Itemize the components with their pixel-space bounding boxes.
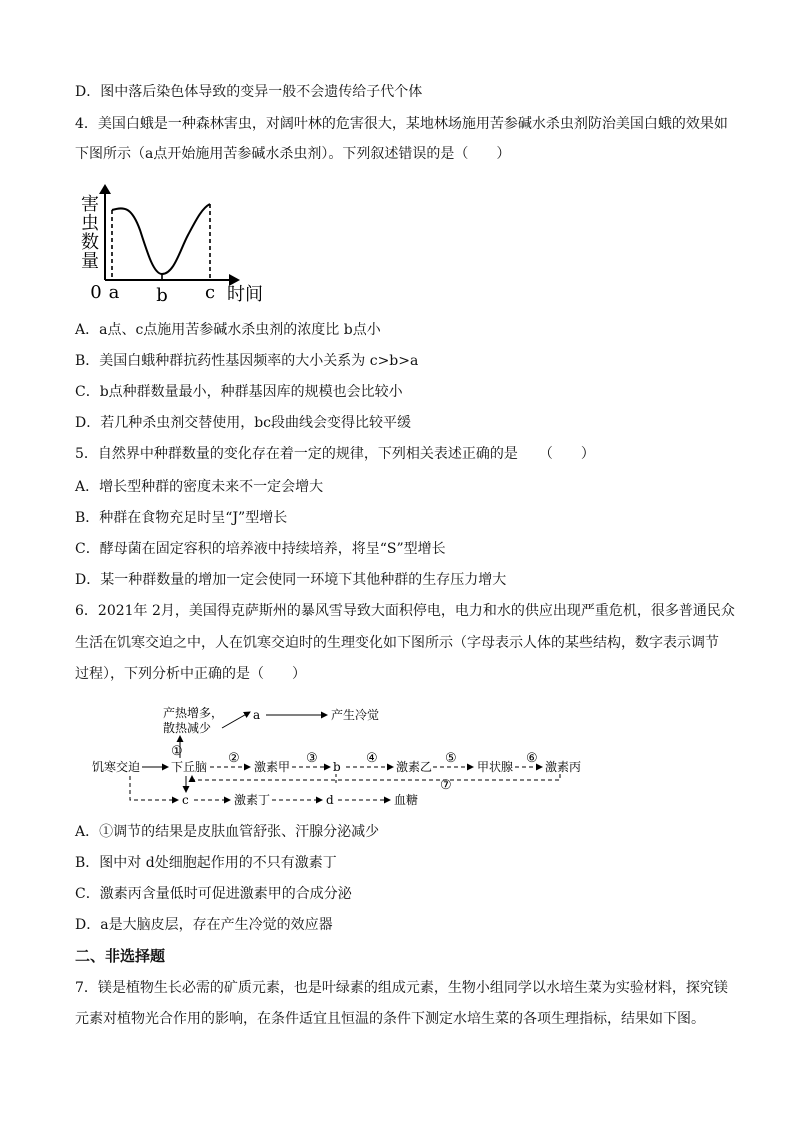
step-1: ① <box>171 744 183 759</box>
step-4: ④ <box>366 751 378 766</box>
feedback-hC-to-hypo <box>192 774 560 780</box>
q7-stem-1: 7．镁是植物生长必需的矿质元素，也是叶绿素的组成元素，生物小组同学以水培生菜为实验材料，探究镁 <box>75 980 728 996</box>
step-2: ② <box>228 751 240 766</box>
blood-glucose-label: 血糖 <box>394 793 419 807</box>
cold-sensation-label: 产生冷觉 <box>331 708 380 722</box>
node-hormone-c: 激素丙 <box>545 760 582 774</box>
q4-option-b: B．美国白蛾种群抗药性基因频率的大小关系为 c>b>a <box>75 353 419 369</box>
heat-label-2: 散热减少 <box>163 721 212 735</box>
node-d: d <box>326 793 334 807</box>
point-a-label: a <box>108 282 120 303</box>
q6-stem-3: 过程），下列分析中正确的是（ ） <box>75 666 306 682</box>
q4-option-a: A．a点、c点施用苦参碱水杀虫剂的浓度比 b点小 <box>75 322 381 338</box>
population-curve <box>112 204 210 274</box>
q7-stem-2: 元素对植物光合作用的影响，在条件适宜且恒温的条件下测定水培生菜的各项生理指标，结果如下图。 <box>75 1011 705 1027</box>
section-2-heading: 二、非选择题 <box>75 947 166 965</box>
regulation-diagram <box>90 700 630 810</box>
y-label-char-3: 数 <box>81 232 99 253</box>
q4-option-c: C．b点种群数量最小，种群基因库的规模也会比较小 <box>75 384 403 400</box>
q6-option-c: C．激素丙含量低时可促进激素甲的合成分泌 <box>75 886 352 902</box>
origin-label: 0 <box>90 282 102 303</box>
step-5: ⑤ <box>445 751 457 766</box>
q5-stem: 5．自然界中种群数量的变化存在着一定的规律，下列相关表述正确的是 （ ） <box>75 446 595 462</box>
node-b: b <box>333 760 341 774</box>
point-b-label: b <box>156 285 168 306</box>
node-hypothalamus: 下丘脑 <box>171 760 208 774</box>
point-c-label: c <box>204 282 216 303</box>
q3-option-d: D．图中落后染色体导致的变异一般不会遗传给子代个体 <box>75 84 423 100</box>
y-axis-arrow <box>99 184 111 194</box>
node-hormone-a: 激素甲 <box>254 760 291 774</box>
y-label-char-1: 害 <box>81 194 99 215</box>
step-3: ③ <box>306 751 318 766</box>
q6-stem-1: 6．2021年 2月，美国得克萨斯州的暴风雪导致大面积停电，电力和水的供应出现严重危机，很多普通民众 <box>75 603 735 619</box>
step-7: ⑦ <box>440 778 452 793</box>
node-c: c <box>182 793 189 807</box>
q5-option-c: C．酵母菌在固定容积的培养液中持续培养，将呈“S”型增长 <box>75 541 446 557</box>
heat-label-1: 产热增多， <box>163 706 224 720</box>
node-hormone-b: 激素乙 <box>396 760 433 774</box>
q6-option-b: B．图中对 d处细胞起作用的不只有激素丁 <box>75 855 337 871</box>
y-label-char-4: 量 <box>81 251 99 272</box>
node-thyroid: 甲状腺 <box>477 760 514 774</box>
q5-option-d: D．某一种群数量的增加一定会使同一环境下其他种群的生存压力增大 <box>75 572 507 588</box>
y-label-char-2: 虫 <box>81 213 99 234</box>
x-axis-label: 时间 <box>227 284 263 305</box>
step-6: ⑥ <box>526 751 538 766</box>
node-start: 饥寒交迫 <box>92 760 141 774</box>
arrow-heat-to-a <box>222 712 250 728</box>
q6-option-a: A．①调节的结果是皮肤血管舒张、汗腺分泌减少 <box>75 824 380 840</box>
q6-stem-2: 生活在饥寒交迫之中，人在饥寒交迫时的生理变化如下图所示（字母表示人体的某些结构，数字表示调节 <box>75 635 719 651</box>
q6-option-d: D．a是大脑皮层，存在产生冷觉的效应器 <box>75 917 333 933</box>
q4-stem-1: 4．美国白蛾是一种森林害虫，对阔叶林的危害很大，某地林场施用苦参碱水杀虫剂防治美国白蛾的效果如 <box>75 116 728 132</box>
q5-option-a: A．增长型种群的密度未来不一定会增大 <box>75 479 324 495</box>
node-a: a <box>253 708 261 722</box>
q4-option-d: D．若几种杀虫剂交替使用，bc段曲线会变得比较平缓 <box>75 415 412 431</box>
arrow-start-to-c <box>130 776 178 800</box>
q4-stem-2: 下图所示（a点开始施用苦参碱水杀虫剂）。下列叙述错误的是（ ） <box>75 146 511 162</box>
pest-population-graph <box>70 180 270 308</box>
node-hormone-d: 激素丁 <box>234 793 271 807</box>
q5-option-b: B．种群在食物充足时呈“J”型增长 <box>75 510 288 526</box>
